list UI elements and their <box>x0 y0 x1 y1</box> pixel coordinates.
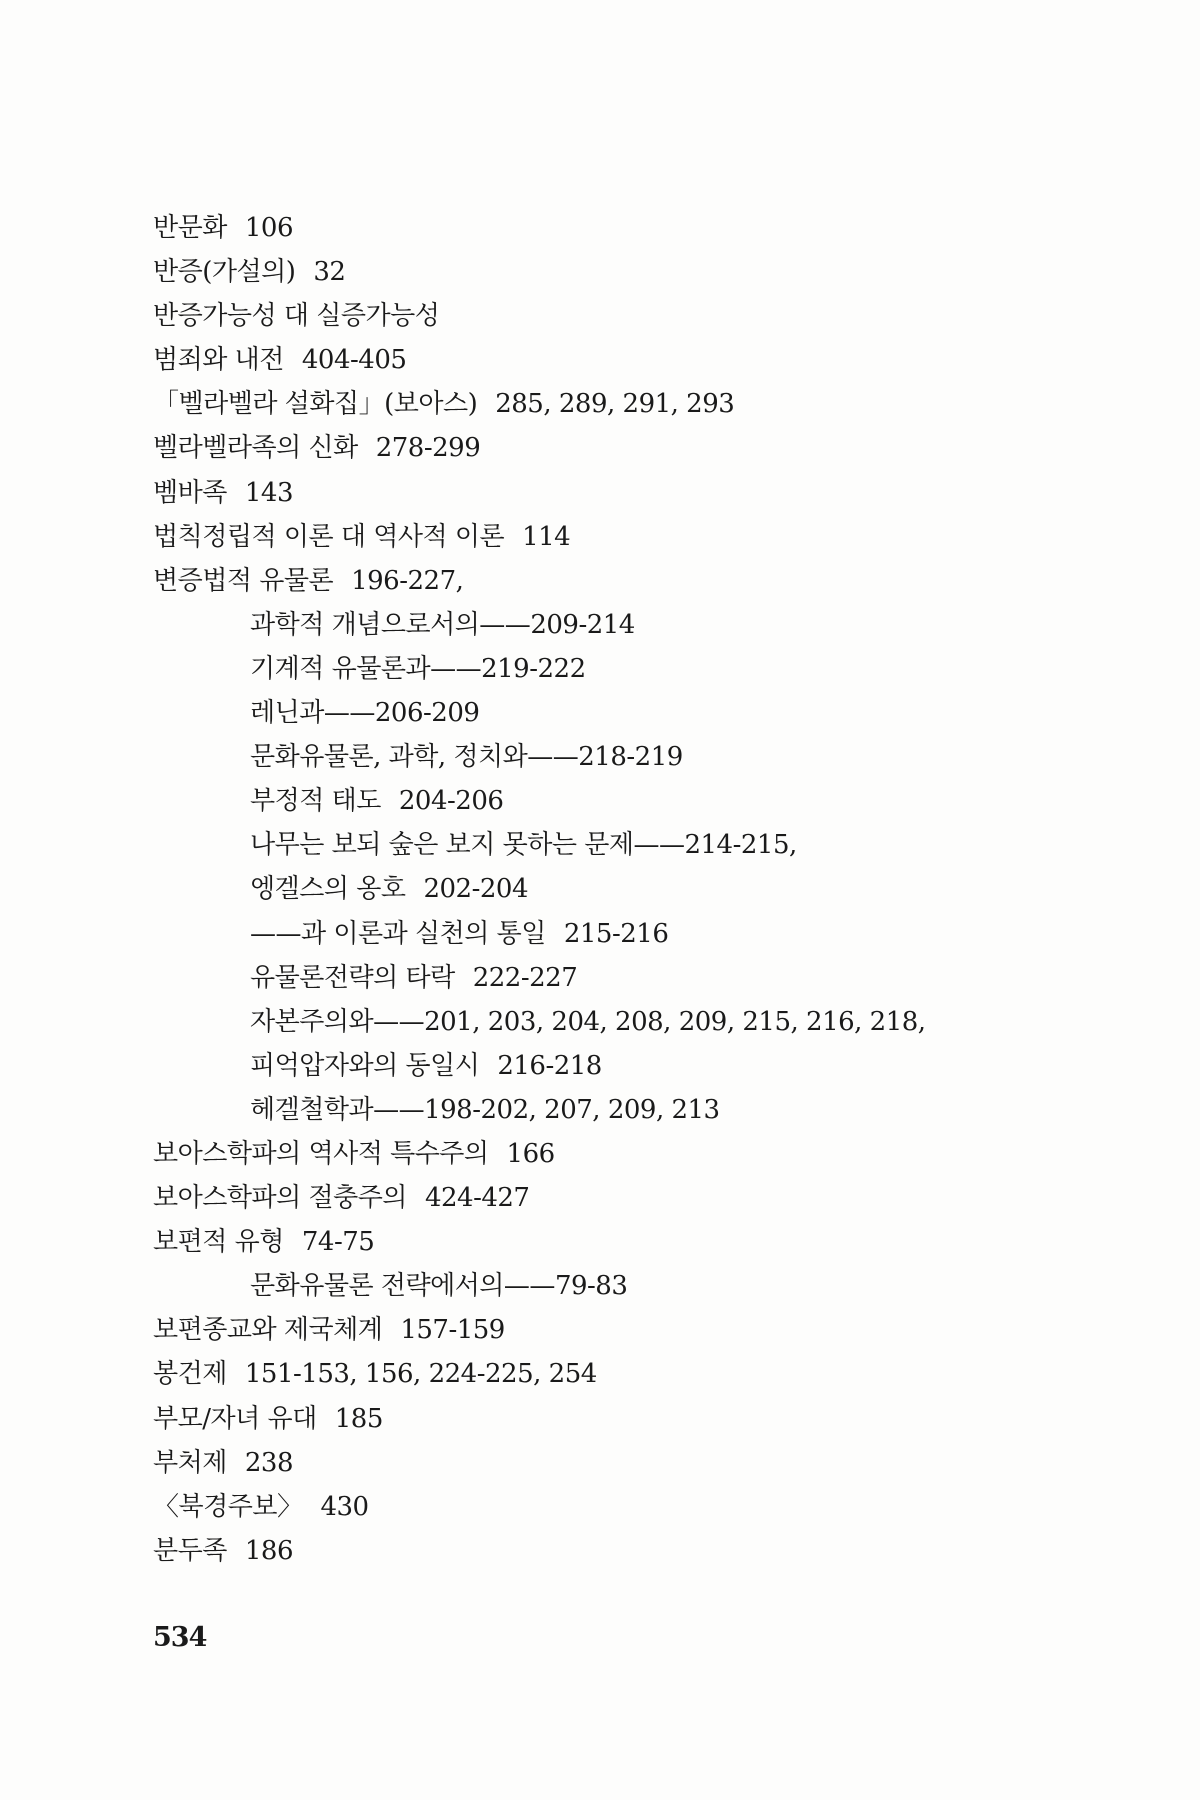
index-term: 변증법적 유물론 <box>153 565 334 596</box>
index-entry <box>153 1485 1133 1529</box>
index-entry <box>153 515 1133 559</box>
index-term: 보편종교와 제국체계 <box>153 1315 383 1346</box>
index-pages: 215-216 <box>563 918 669 949</box>
index-pages: 201, 203, 204, 208, 209, 215, 216, 218, <box>424 1006 926 1037</box>
index-term: 피억압자와의 동일시 <box>250 1050 480 1081</box>
index-entry <box>153 1352 1133 1396</box>
index-term: 벰바족 <box>153 477 227 508</box>
index-entry <box>153 1397 1133 1441</box>
index-term: 문화유물론 전략에서의—— <box>250 1271 555 1302</box>
index-term: 엥겔스의 옹호 <box>250 874 406 905</box>
index-entry <box>153 426 1133 470</box>
index-pages: 278-299 <box>375 433 481 464</box>
index-term: ——과 이론과 실천의 통일 <box>250 918 546 949</box>
index-entry <box>153 250 1133 294</box>
index-term: 자본주의와—— <box>250 1006 425 1037</box>
index-list <box>153 206 1133 1573</box>
index-subentry <box>153 779 1133 823</box>
index-term: 나무는 보되 숲은 보지 못하는 문제—— <box>250 830 685 861</box>
index-pages: 424-427 <box>424 1183 530 1214</box>
index-subentry <box>153 1044 1133 1088</box>
index-term: 보아스학파의 절충주의 <box>153 1183 407 1214</box>
index-pages: 209-214 <box>530 609 635 640</box>
index-entry <box>153 1220 1133 1264</box>
index-term: 「벨라벨라 설화집」(보아스) <box>153 389 478 420</box>
index-subentry <box>153 912 1133 956</box>
index-entry <box>153 338 1133 382</box>
index-term: 봉건제 <box>153 1359 227 1390</box>
index-pages: 404-405 <box>301 345 407 376</box>
index-term: 반문화 <box>153 213 227 243</box>
index-pages: 74-75 <box>301 1227 375 1258</box>
index-term: 보편적 유형 <box>153 1227 284 1258</box>
index-entry <box>153 382 1133 426</box>
index-entry <box>153 1441 1133 1485</box>
index-pages: 285, 289, 291, 293 <box>495 389 735 420</box>
index-term: 부모/자녀 유대 <box>153 1403 317 1434</box>
index-pages: 222-227 <box>472 962 578 993</box>
index-pages: 204-206 <box>398 786 504 817</box>
index-pages: 196-227, <box>351 565 464 596</box>
index-entry <box>153 1176 1133 1220</box>
index-entry <box>153 206 1133 250</box>
index-pages: 166 <box>506 1138 555 1169</box>
index-pages: 430 <box>320 1491 369 1522</box>
index-pages: 198-202, 207, 209, 213 <box>424 1094 720 1125</box>
index-pages: 32 <box>313 257 346 288</box>
index-pages: 219-222 <box>481 653 586 684</box>
index-pages: 214-215, <box>684 830 797 861</box>
index-pages: 238 <box>244 1447 293 1478</box>
index-pages: 216-218 <box>497 1050 602 1081</box>
index-term: 반증가능성 대 실증가능성 <box>153 301 440 332</box>
index-entry <box>153 471 1133 515</box>
index-pages: 151-153, 156, 224-225, 254 <box>244 1359 597 1390</box>
index-entry <box>153 294 1133 338</box>
index-term: 과학적 개념으로서의—— <box>250 609 531 640</box>
index-term: 부정적 태도 <box>250 786 381 817</box>
index-pages: 185 <box>334 1403 383 1434</box>
index-term: 헤겔철학과—— <box>250 1094 425 1125</box>
index-subentry <box>153 1000 1133 1044</box>
index-term: 분두족 <box>153 1535 227 1566</box>
index-entry <box>153 1308 1133 1352</box>
index-pages: 143 <box>244 477 293 508</box>
index-pages: 157-159 <box>400 1315 505 1346</box>
index-subentry <box>153 691 1133 735</box>
index-pages: 106 <box>244 213 293 243</box>
index-term: 법칙정립적 이론 대 역사적 이론 <box>153 521 505 552</box>
index-subentry <box>153 867 1133 911</box>
index-term: 부처제 <box>153 1447 227 1478</box>
index-term: 〈북경주보〉 <box>153 1491 303 1522</box>
index-entry <box>153 1529 1133 1573</box>
index-subentry <box>153 735 1133 779</box>
index-subentry <box>153 647 1133 691</box>
index-term: 레닌과—— <box>250 698 375 729</box>
index-pages: 79-83 <box>554 1271 628 1302</box>
index-subentry <box>153 1264 1133 1308</box>
index-term: 반증(가설의) <box>153 257 296 288</box>
index-term: 범죄와 내전 <box>153 345 284 376</box>
index-pages: 218-219 <box>578 742 683 773</box>
index-term: 기계적 유물론과—— <box>250 653 482 684</box>
index-pages: 206-209 <box>374 698 480 729</box>
index-subentry <box>153 603 1133 647</box>
index-term: 벨라벨라족의 신화 <box>153 433 358 464</box>
index-term: 유물론전략의 타락 <box>250 962 455 993</box>
index-entry <box>153 1132 1133 1176</box>
index-subentry <box>153 823 1133 867</box>
index-subentry <box>153 1088 1133 1132</box>
index-term: 문화유물론, 과학, 정치와—— <box>250 742 579 773</box>
index-pages: 114 <box>522 521 571 552</box>
page-number: 534 <box>153 1622 207 1653</box>
index-term: 보아스학파의 역사적 특수주의 <box>153 1138 489 1169</box>
index-pages: 186 <box>244 1535 293 1566</box>
index-entry <box>153 559 1133 603</box>
index-pages: 202-204 <box>423 874 529 905</box>
index-subentry <box>153 956 1133 1000</box>
